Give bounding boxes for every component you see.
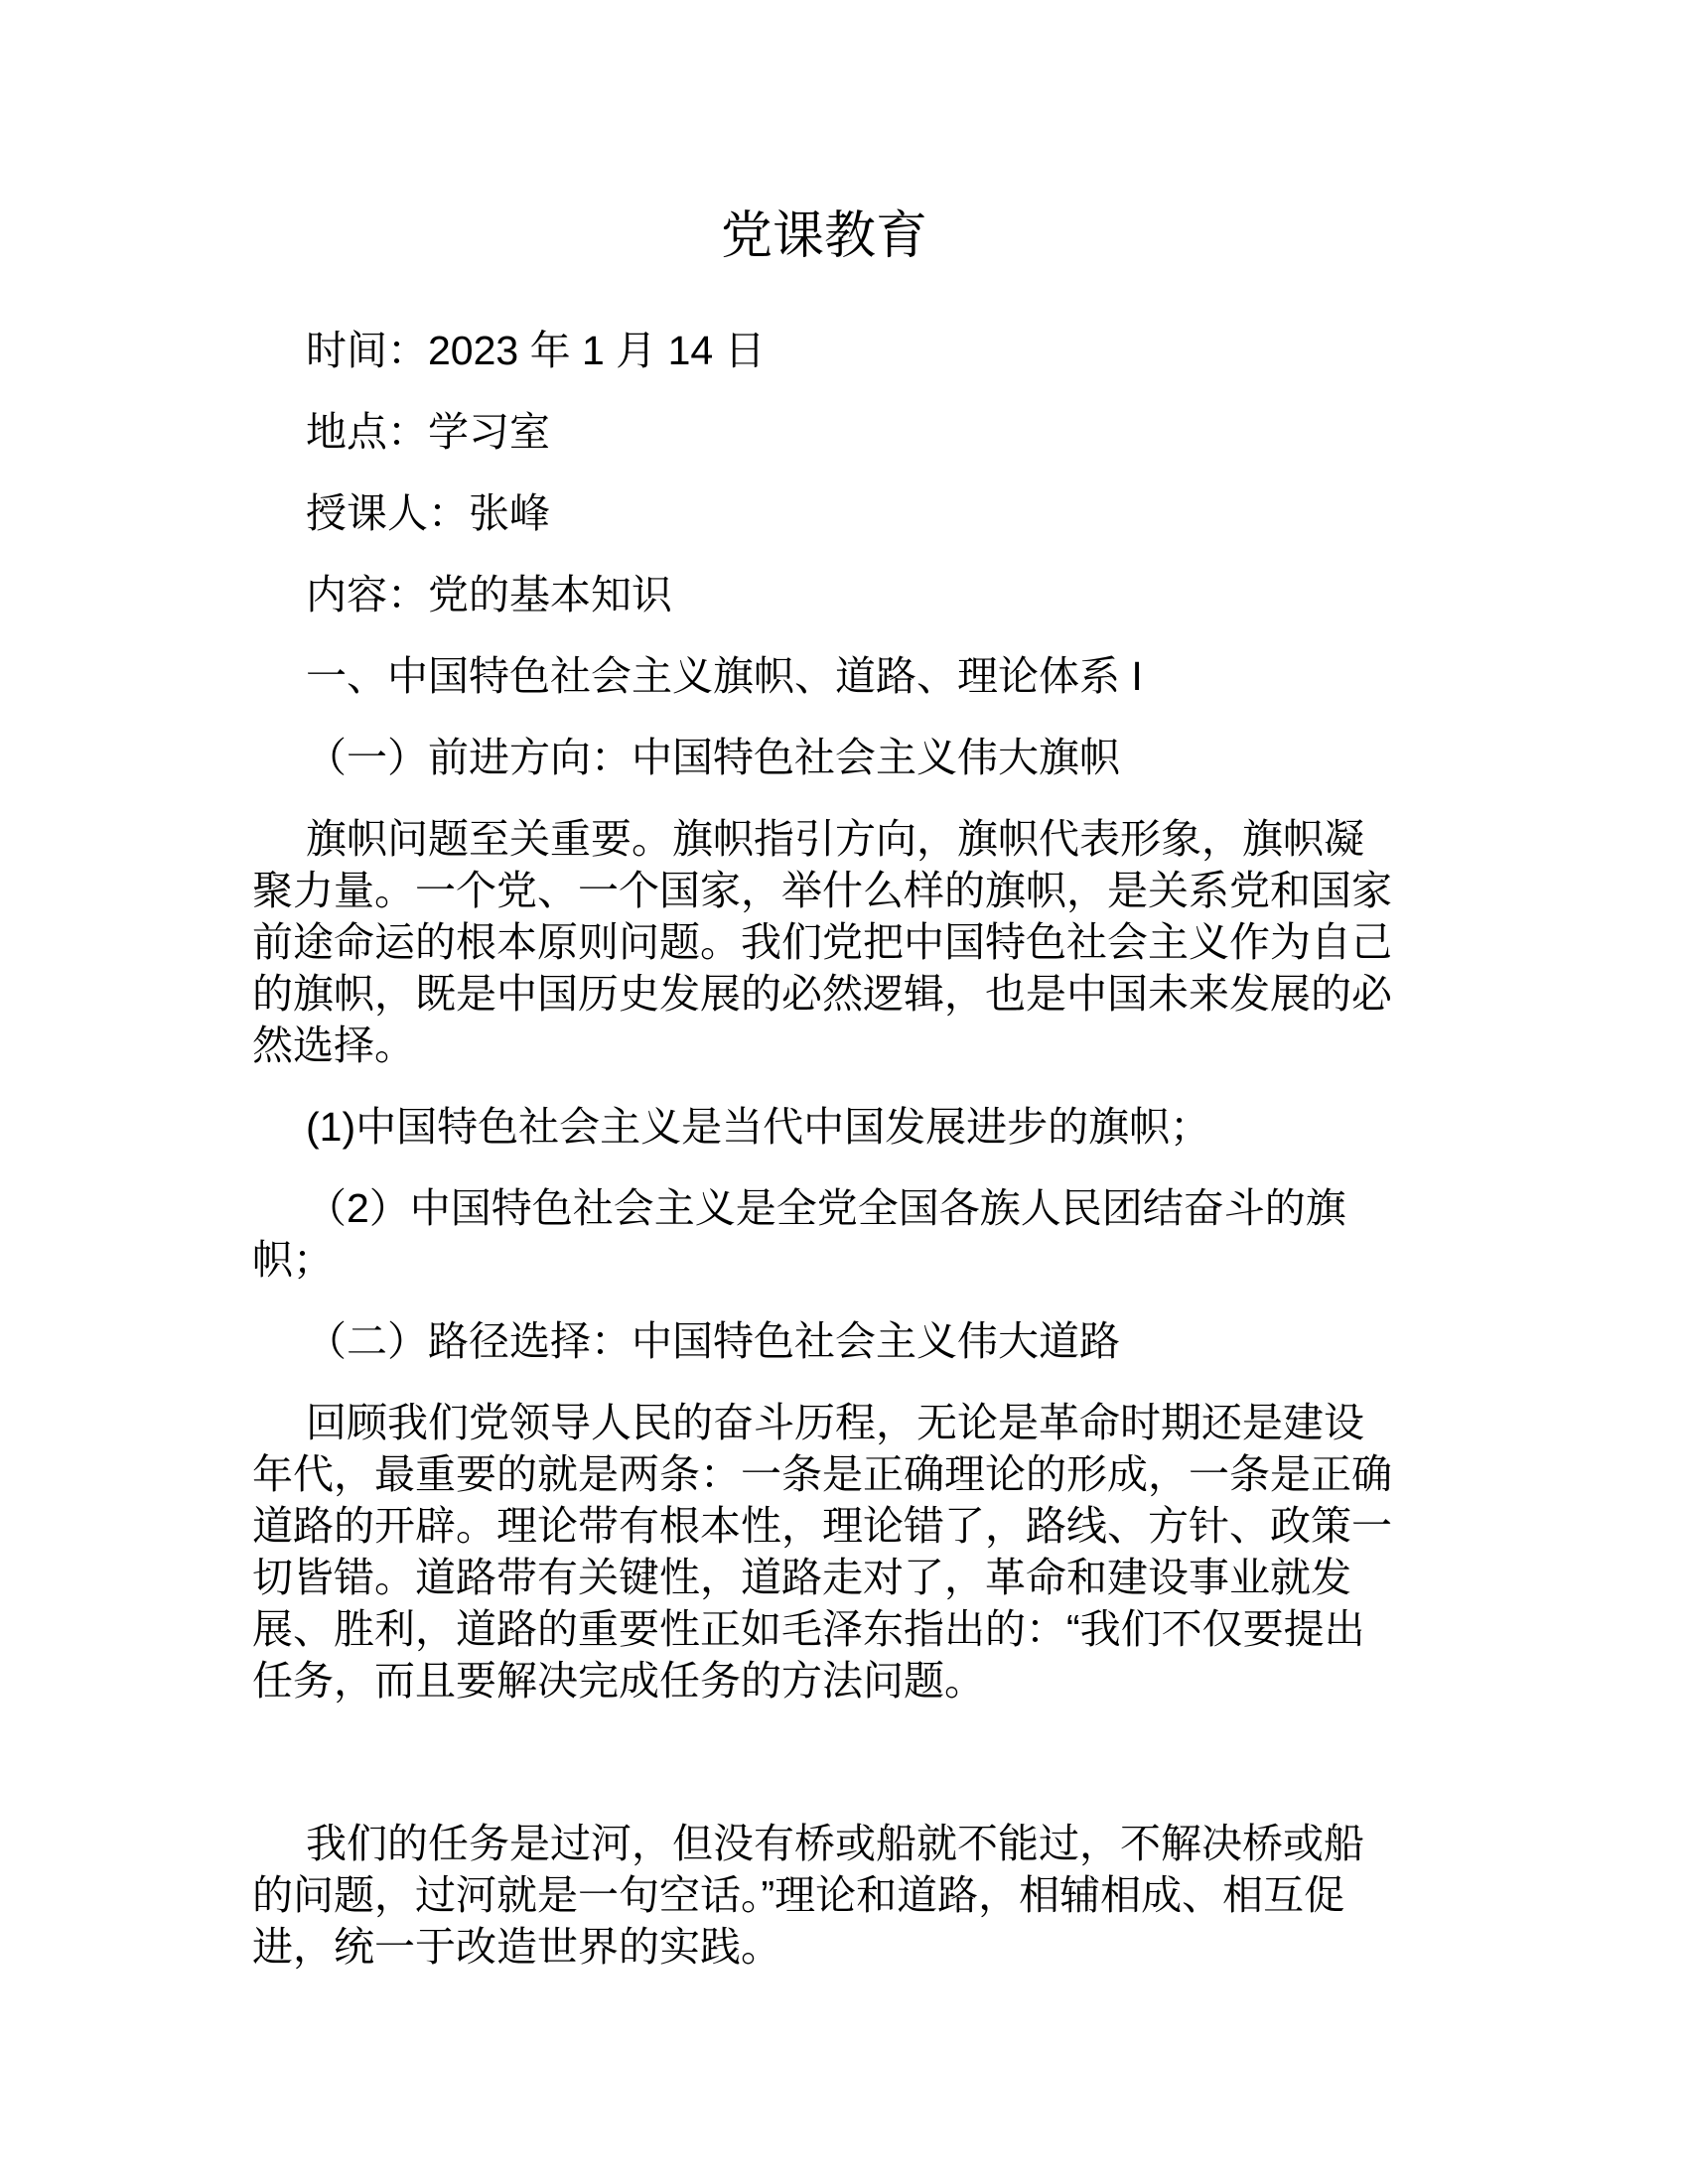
document-title: 党课教育 <box>720 207 927 265</box>
section-heading-1: 一、中国特色社会主义旗帜、道路、理论体系 I <box>306 653 1143 699</box>
subsection-heading-2: （二）路径选择：中国特色社会主义伟大道路 <box>306 1318 1120 1364</box>
meta-lecturer: 授课人：张峰 <box>306 490 550 536</box>
meta-location: 地点：学习室 <box>306 409 550 455</box>
list-item-2: （2）中国特色社会主义是全党全国各族人民团结奋斗的旗帜； <box>252 1185 1346 1283</box>
empty-paragraph <box>252 1736 1396 1788</box>
body-paragraph-3: 我们的任务是过河，但没有桥或船就不能过，不解决桥或船的问题，过河就是一句空话。”理论和道路，相辅相成、相互促进，统一于改造世界的实践。 <box>252 1821 1364 1970</box>
body-paragraph-2: 回顾我们党领导人民的奋斗历程，无论是革命时期还是建设年代，最重要的就是两条：一条是正确理论的形成，一条是正确道路的开辟。理论带有根本性，理论错了，路线、方针、政策一切皆错。道路带有关键性，道路走对了，革命和建设事业就发展、胜利，道路的重要性正如毛泽东指出的：“我们不仅要提出任务，而且要解决完成任务的方法问题。 <box>252 1400 1392 1704</box>
meta-topic: 内容：党的基本知识 <box>306 572 672 617</box>
subsection-heading-1: （一）前进方向：中国特色社会主义伟大旗帜 <box>306 735 1120 780</box>
meta-time: 时间：2023 年 1 月 14 日 <box>306 328 766 373</box>
list-item-1: (1)中国特色社会主义是当代中国发展进步的旗帜； <box>306 1104 1211 1150</box>
body-paragraph-1: 旗帜问题至关重要。旗帜指引方向，旗帜代表形象，旗帜凝聚力量。一个党、一个国家，举什么样的旗帜，是关系党和国家前途命运的根本原则问题。我们党把中国特色社会主义作为自己的旗帜，既是中国历史发展的必然逻辑，也是中国未来发展的必然选择。 <box>252 816 1392 1068</box>
